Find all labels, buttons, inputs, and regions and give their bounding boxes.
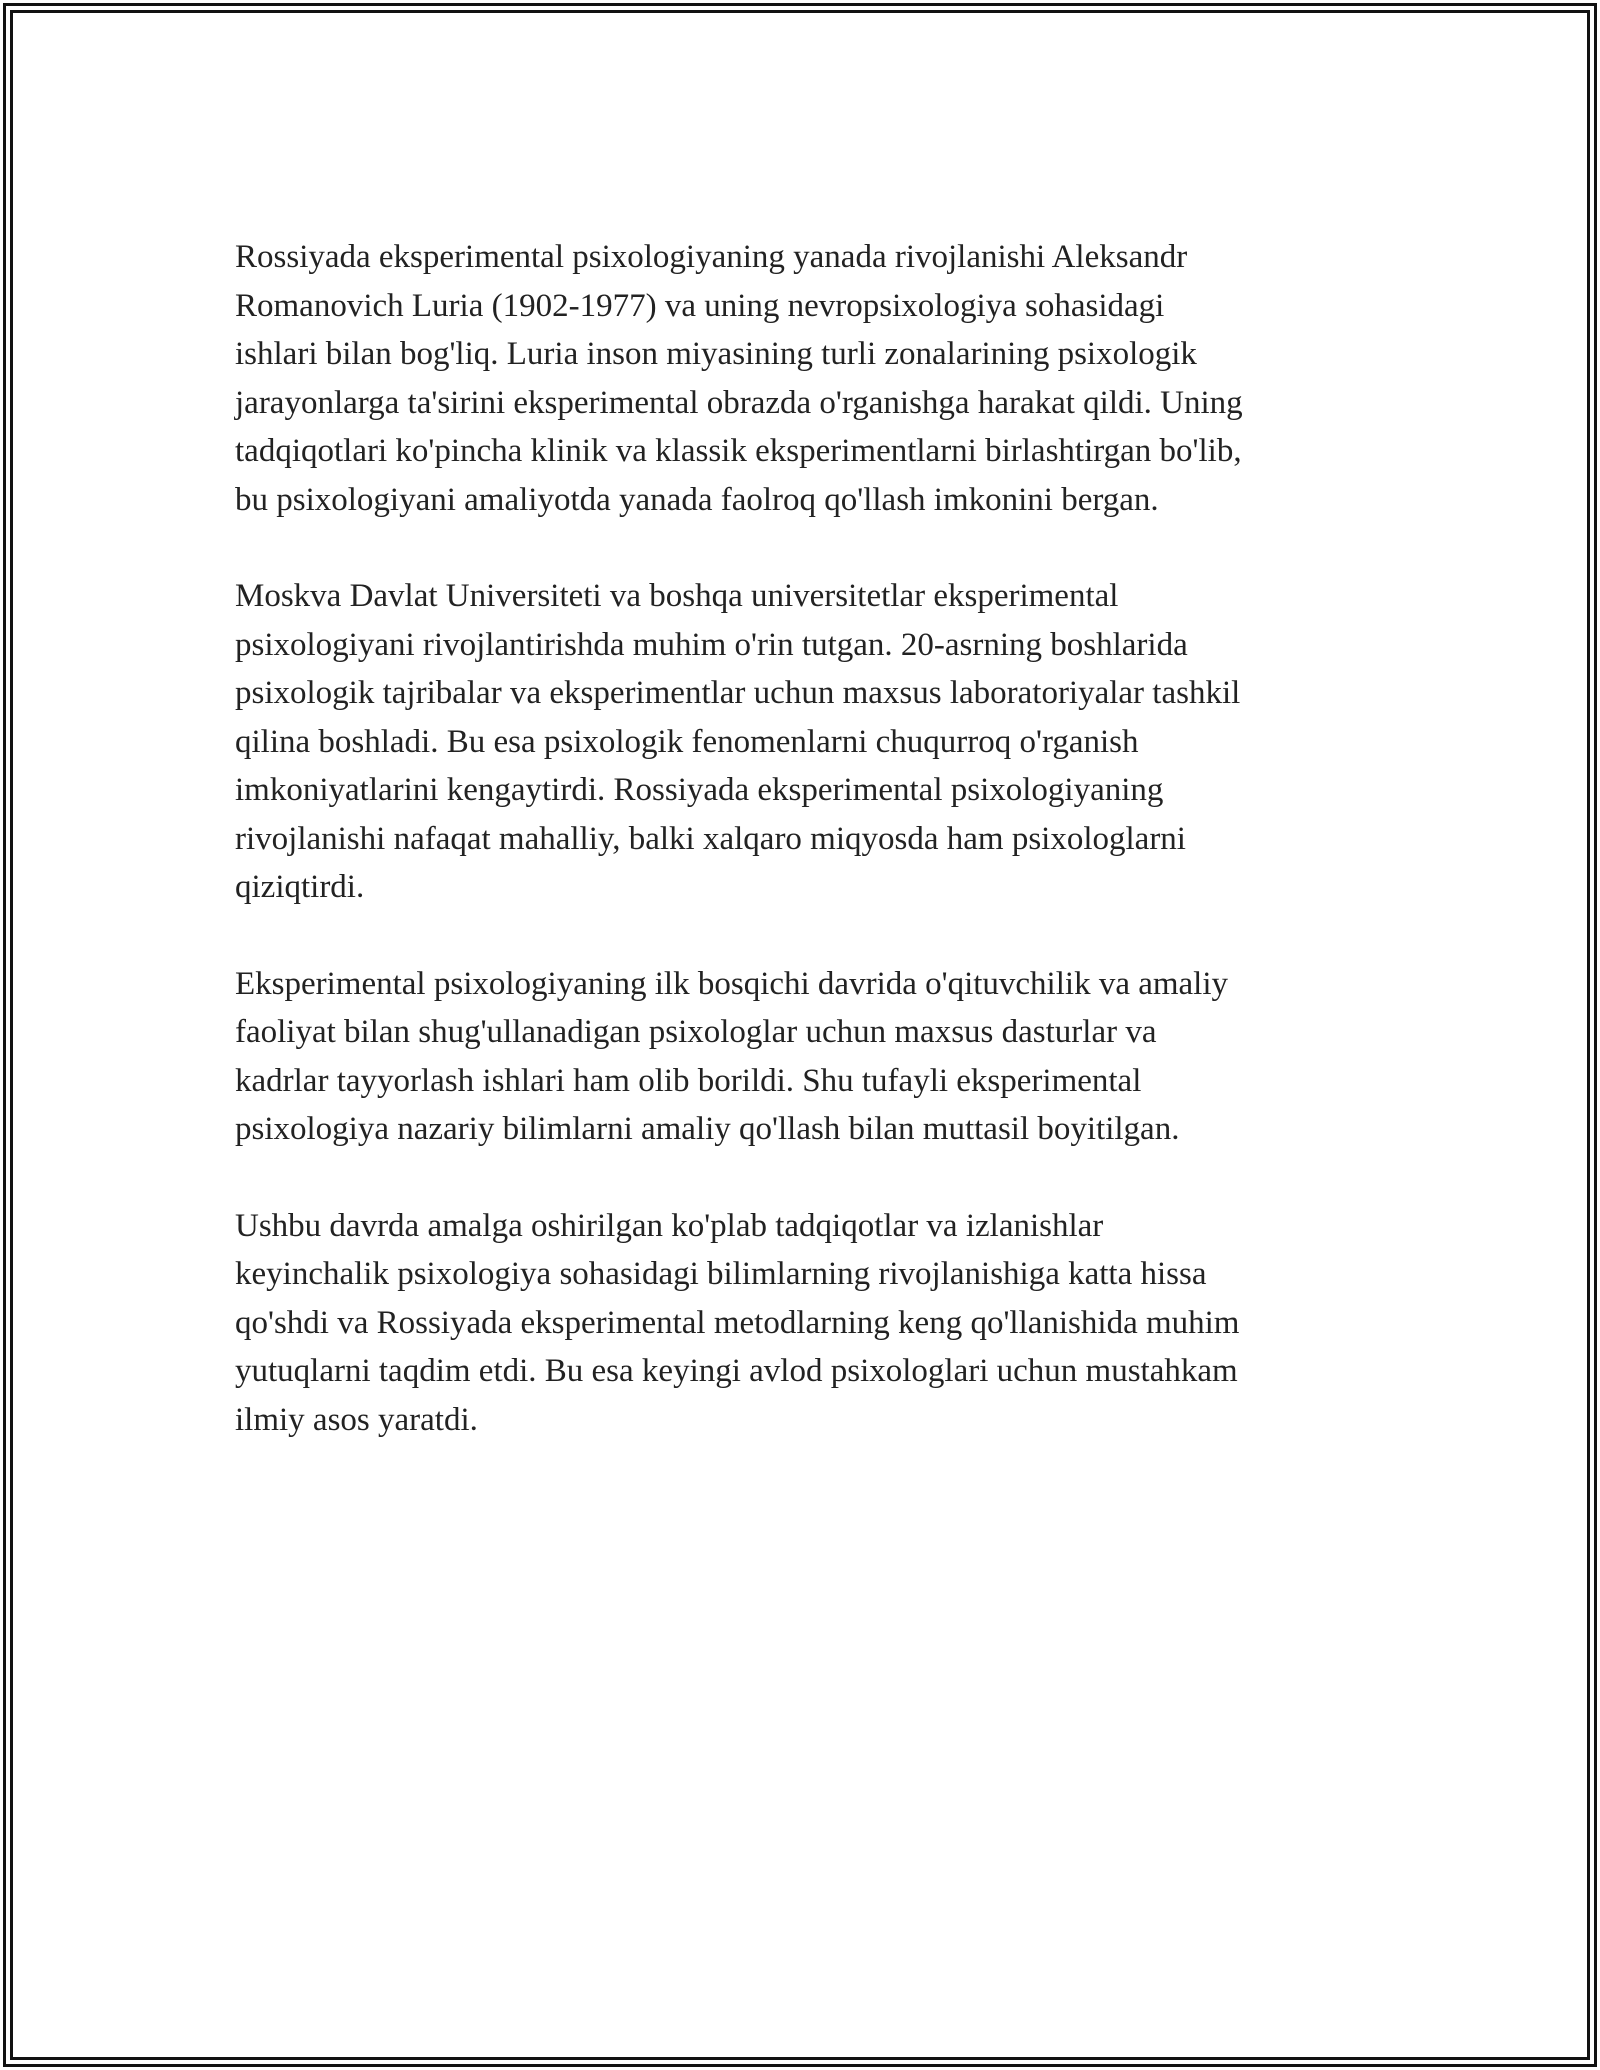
paragraph-1 [235, 233, 1375, 524]
text-line: tadqiqotlari ko'pincha klinik va klassik eksperimentlarni birlashtirgan bo'lib, [235, 433, 1242, 469]
text-line: Ushbu davrda amalga oshirilgan ko'plab tadqiqotlar va izlanishlar [235, 1207, 1104, 1244]
text-line: Eksperimental psixologiyaning ilk bosqichi davrida o'qituvchilik va amaliy [235, 965, 1229, 1002]
text-line: ilmiy asos yaratdi. [235, 1401, 478, 1438]
text-line: bu psixologiyani amaliyotda yanada faolroq qo'llash imkonini bergan. [235, 481, 1159, 518]
text-line: jarayonlarga ta'sirini eksperimental obrazda o'rganishga harakat qildi. Uning [235, 384, 1243, 421]
paragraph-2 [235, 572, 1375, 912]
paragraph-4 [235, 1202, 1375, 1445]
text-line: imkoniyatlarini kengaytirdi. Rossiyada eksperimental psixologiyaning [235, 772, 1164, 808]
text-line: qiziqtirdi. [235, 869, 365, 905]
text-line: ishlari bilan bog'liq. Luria inson miyasining turli zonalarining psixologik [235, 336, 1197, 372]
text-line: Rossiyada eksperimental psixologiyaning yanada rivojlanishi Aleksandr [235, 239, 1188, 275]
document-body [235, 233, 1375, 1492]
text-line: keyinchalik psixologiya sohasidagi bilimlarning rivojlanishiga katta hissa [235, 1256, 1207, 1292]
text-line: psixologik tajribalar va eksperimentlar uchun maxsus laboratoriyalar tashkil [235, 675, 1241, 711]
text-line: Romanovich Luria (1902-1977) va uning nevropsixologiya sohasidagi [235, 287, 1165, 324]
paragraph-3 [235, 960, 1375, 1154]
text-line: psixologiyani rivojlantirishda muhim o'rin tutgan. 20-asrning boshlarida [235, 626, 1188, 663]
text-line: kadrlar tayyorlash ishlari ham olib borildi. Shu tufayli eksperimental [235, 1062, 1142, 1099]
text-line: qilina boshladi. Bu esa psixologik fenomenlarni chuqurroq o'rganish [235, 723, 1139, 760]
text-line: rivojlanishi nafaqat mahalliy, balki xalqaro miqyosda ham psixologlarni [235, 820, 1186, 857]
text-line: qo'shdi va Rossiyada eksperimental metodlarning keng qo'llanishida muhim [235, 1304, 1240, 1341]
text-line: faoliyat bilan shug'ullanadigan psixologlar uchun maxsus dasturlar va [235, 1014, 1157, 1050]
text-line: yutuqlarni taqdim etdi. Bu esa keyingi avlod psixologlari uchun mustahkam [235, 1353, 1238, 1389]
text-line: psixologiya nazariy bilimlarni amaliy qo'llash bilan muttasil boyitilgan. [235, 1111, 1180, 1147]
text-line: Moskva Davlat Universiteti va boshqa universitetlar eksperimental [235, 578, 1119, 614]
